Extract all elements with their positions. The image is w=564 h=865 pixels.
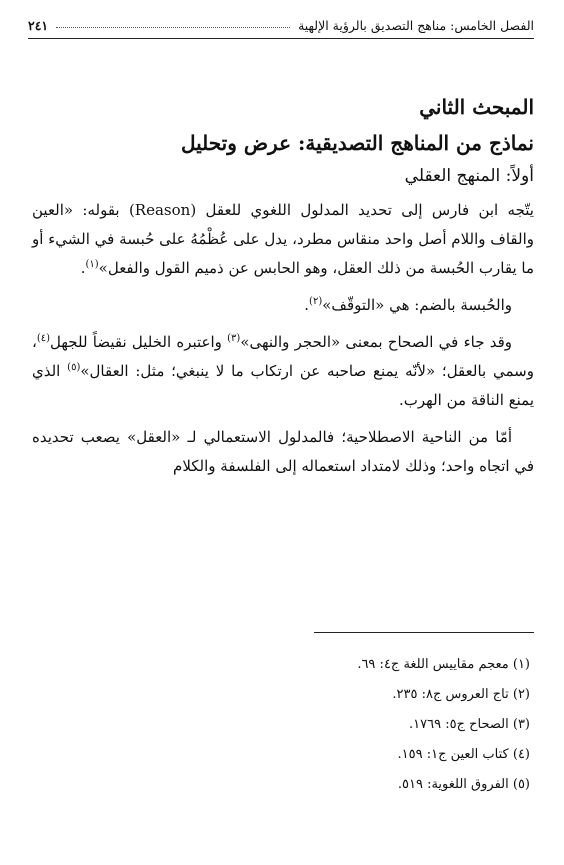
paragraph-3-text-a: وقد جاء في الصحاح بمعنى «الحجر والنهى» <box>240 333 512 351</box>
section-title: نماذج من المناهج التصديقية: عرض وتحليل <box>180 131 534 155</box>
footnote-ref-3: (٣) <box>227 333 241 344</box>
main-text <box>32 92 534 489</box>
running-header <box>28 12 534 39</box>
footnote-4: (٤) كتاب العين ج١: ١٥٩. <box>397 747 530 762</box>
footnote-separator <box>314 632 534 633</box>
footnotes <box>180 650 534 800</box>
paragraph-2 <box>32 291 534 320</box>
paragraph-4-text: أمّا من الناحية الاصطلاحية؛ فالمدلول الاستعمالي لـ «العقل» يصعب تحديده في اتجاه واحد؛ وذلك لامتداد استعماله إلى الفلسفة والكلام <box>32 428 534 475</box>
subsection-heading: أولاً: المنهج العقلي <box>404 166 534 186</box>
paragraph-1-end: . <box>80 259 86 277</box>
section-heading: المبحث الثاني <box>419 95 534 119</box>
header-dot-leader <box>56 19 290 28</box>
paragraph-1-text: يتّجه ابن فارس إلى تحديد المدلول اللغوي للعقل (Reason) بقوله: «العين والقاف واللام أصل واحد منقاس مطرد، يدل على عُظْمُهُ على حُبسة في الشيء أو ما يقارب الحُبسة من ذلك العقل، وهو الحابس عن ذميم القول والفعل» <box>32 201 534 277</box>
page-number: ٢٤١ <box>28 17 49 33</box>
paragraph-3-text-b: واعتبره الخليل نقيضاً للجهل <box>50 333 228 351</box>
paragraph-1 <box>32 196 534 283</box>
footnote-ref-4: (٤) <box>36 333 51 344</box>
footnote-2: (٢) تاج العروس ج٨: ٢٣٥. <box>392 687 530 702</box>
chapter-title: الفصل الخامس: مناهج التصديق بالرؤية الإلهية <box>298 17 534 33</box>
footnote-5: (٥) الفروق اللغوية: ٥١٩. <box>397 777 530 792</box>
footnote-ref-5: (٥) <box>67 362 81 373</box>
paragraph-4 <box>32 423 534 481</box>
footnote-ref-2: (٢) <box>309 296 323 307</box>
paragraph-2-end: . <box>304 296 310 314</box>
paragraph-3 <box>32 328 534 415</box>
footnote-ref-1: (١) <box>85 259 99 270</box>
paragraph-2-text: والحُبسة بالضم: هي «التوقّف» <box>322 296 512 314</box>
footnote-1: (١) معجم مقاييس اللغة ج٤: ٦٩. <box>357 657 530 672</box>
paragraph-3-text-c: ، وسمي بالعقل؛ «لأنّه يمنع صاحبه عن ارتكاب ما لا ينبغي؛ مثل: العقال» <box>32 333 534 380</box>
paragraph-3-text-d: الذي يمنع الناقة من الهرب. <box>32 362 534 409</box>
footnote-3: (٣) الصحاح ج٥: ١٧٦٩. <box>409 717 530 732</box>
